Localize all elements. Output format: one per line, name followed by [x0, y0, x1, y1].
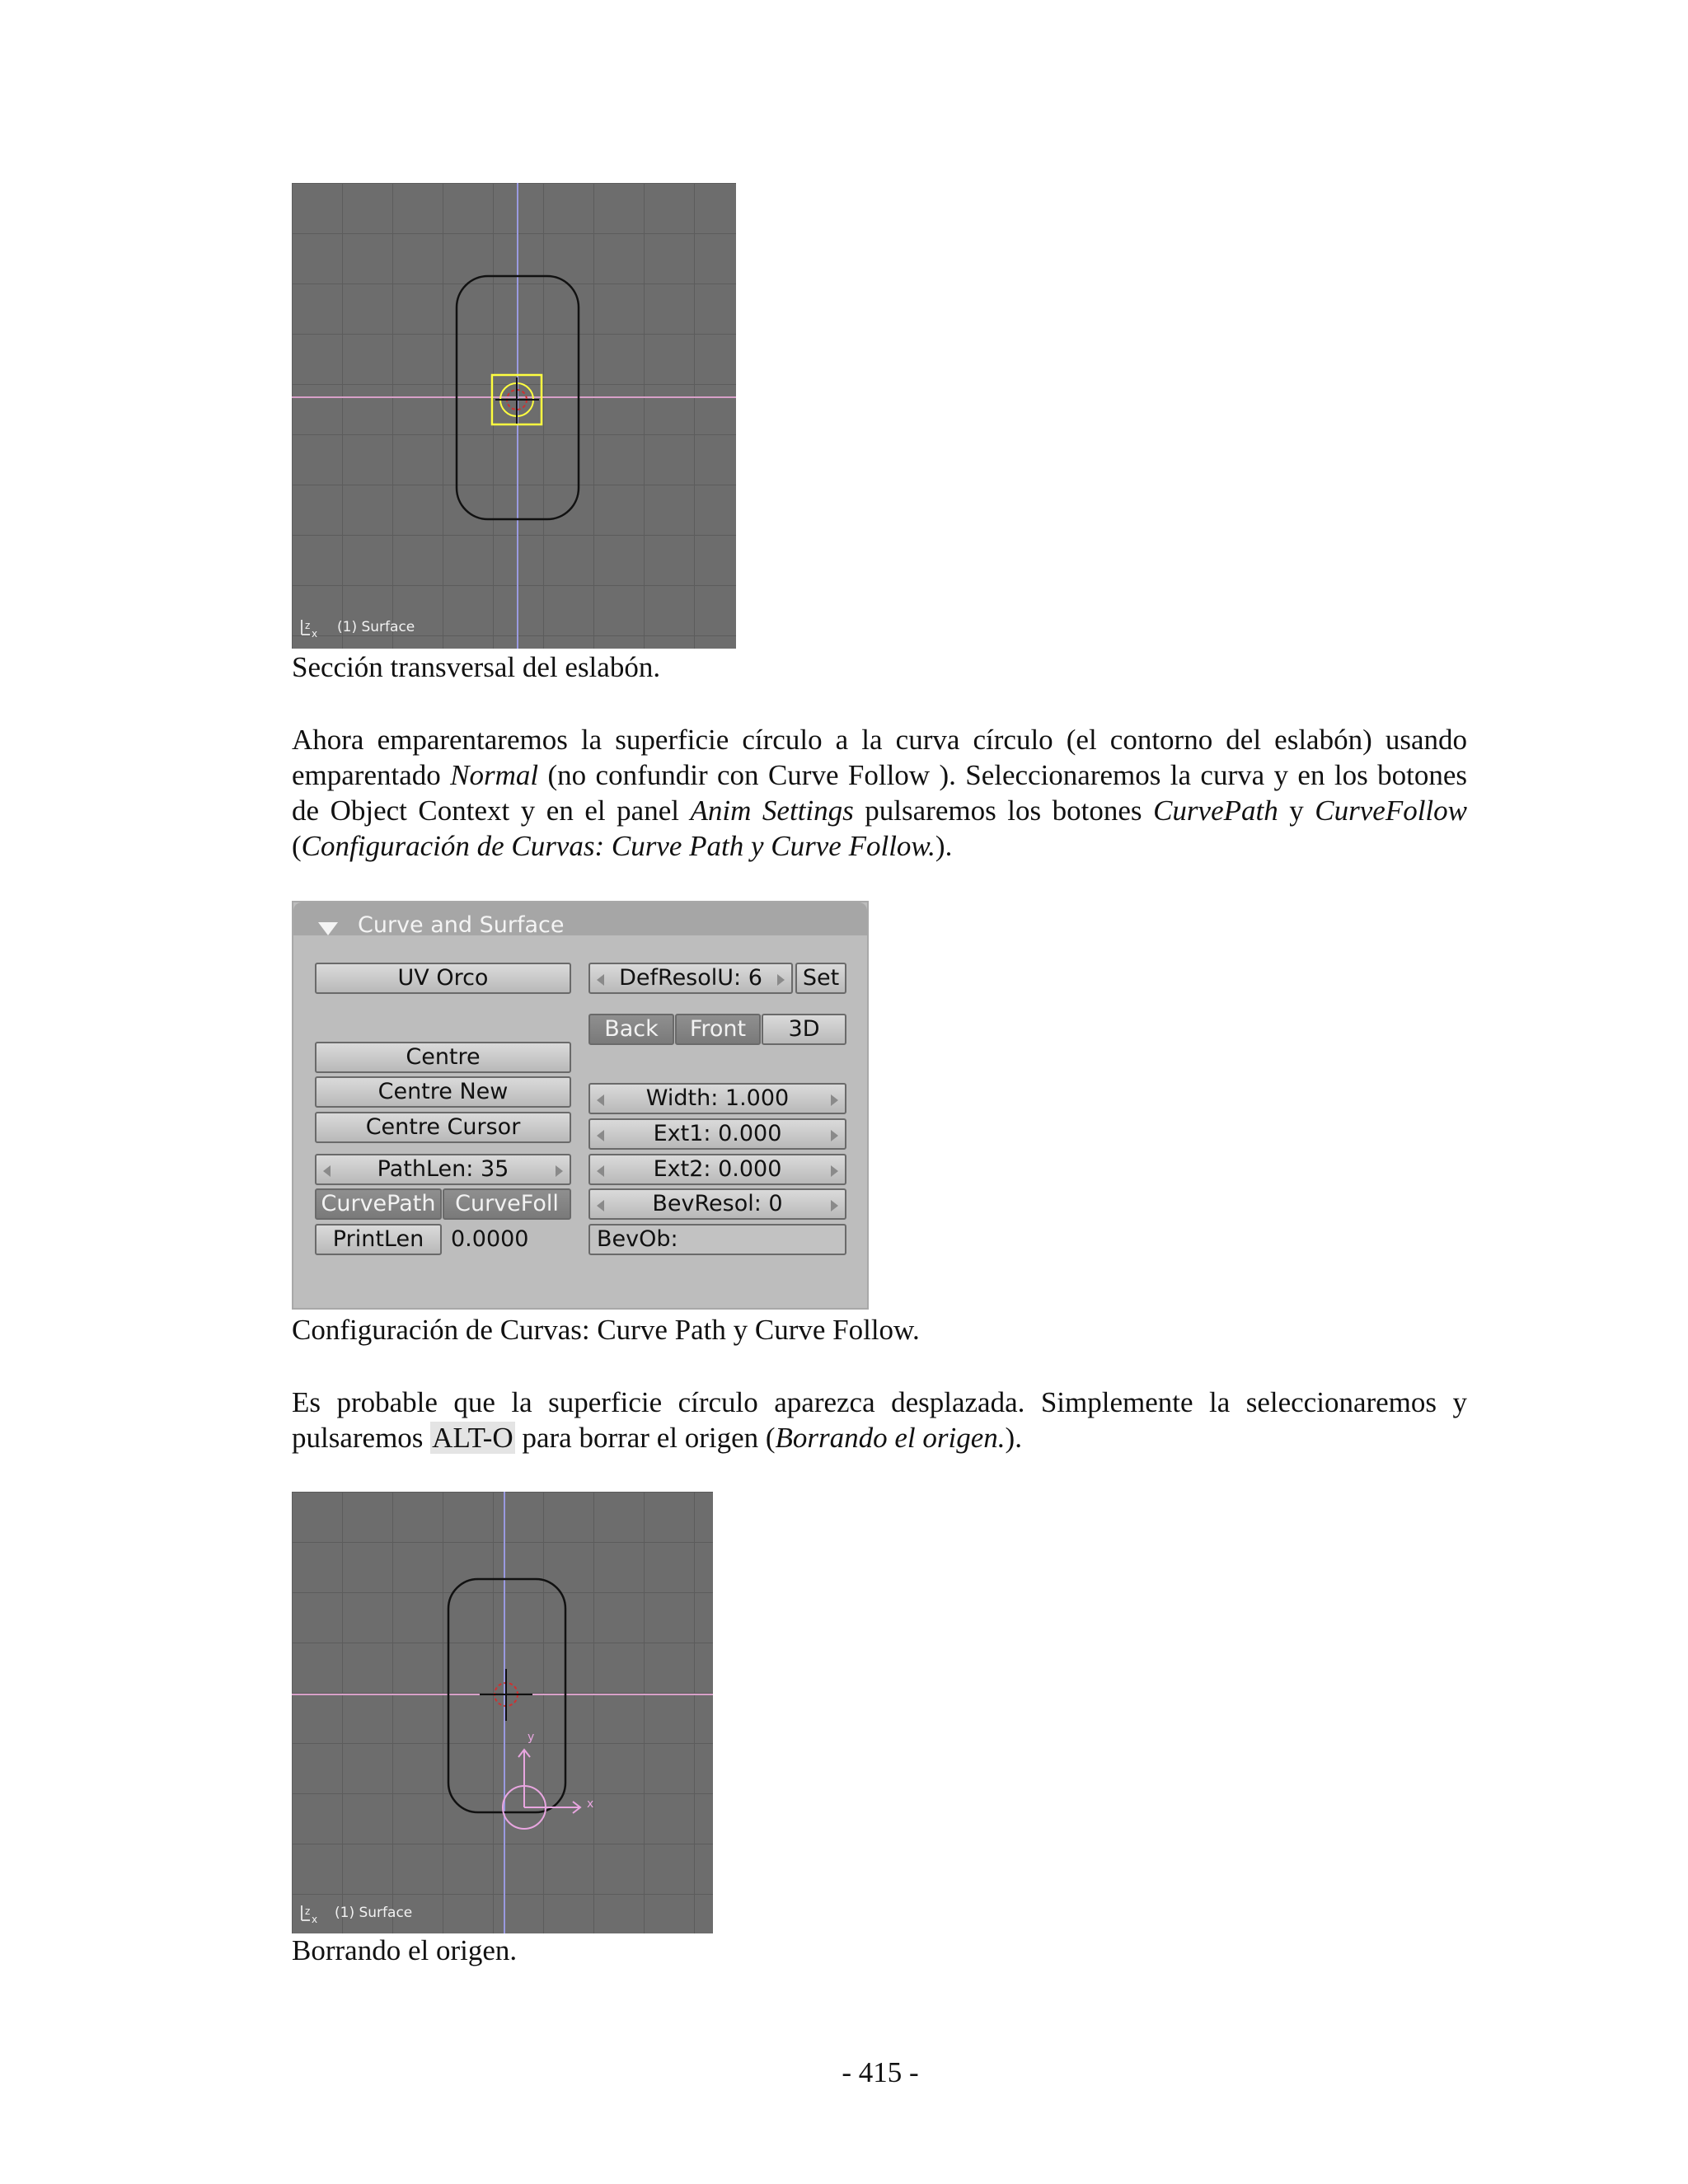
viewport-drawing: [292, 1492, 713, 1933]
collapse-triangle-icon[interactable]: [318, 922, 338, 935]
field-value: DefResolU: 6: [619, 965, 762, 991]
field-value: PathLen: 35: [377, 1156, 509, 1182]
curve-follow-toggle[interactable]: CurveFoll: [443, 1188, 571, 1220]
centre-cursor-button[interactable]: Centre Cursor: [315, 1112, 571, 1143]
decrement-arrow-icon[interactable]: [323, 1165, 331, 1177]
bev-resol-field[interactable]: [588, 1188, 846, 1220]
increment-arrow-icon[interactable]: [831, 1165, 838, 1177]
viewport-origin-cleared: [292, 1492, 713, 1933]
panel-title: Curve and Surface: [358, 912, 565, 938]
axis-label-x: x: [312, 628, 318, 640]
path-len-field[interactable]: [315, 1154, 571, 1185]
centre-new-button[interactable]: Centre New: [315, 1076, 571, 1108]
text-run-italic: Normal: [450, 759, 539, 791]
text-run-italic: Borrando el origen.: [775, 1422, 1006, 1454]
axis-label-z: z: [305, 620, 311, 631]
text-run-italic: CurveFollow: [1315, 794, 1467, 827]
ext2-field[interactable]: [588, 1154, 846, 1185]
text-run: pulsaremos los botones: [853, 794, 1154, 827]
viewport-drawing: [292, 183, 736, 649]
back-button[interactable]: Back: [588, 1014, 674, 1045]
axis-label-z: z: [305, 1905, 311, 1917]
page-number: - 415 -: [842, 2056, 919, 2088]
increment-arrow-icon[interactable]: [831, 1094, 838, 1106]
field-value: BevResol: 0: [652, 1191, 783, 1216]
increment-arrow-icon[interactable]: [831, 1130, 838, 1141]
figure-caption: Configuración de Curvas: Curve Path y Curve Follow.: [292, 1314, 920, 1346]
axis-label-x: x: [312, 1914, 318, 1925]
field-value: Ext1: 0.000: [653, 1121, 782, 1146]
def-resol-u-field[interactable]: [588, 963, 793, 994]
text-run: ).: [1005, 1422, 1022, 1454]
text-run: y: [1278, 794, 1315, 827]
ext1-field[interactable]: [588, 1118, 846, 1150]
decrement-arrow-icon[interactable]: [597, 1094, 604, 1106]
axis-label-x: x: [587, 1797, 594, 1811]
panel-header[interactable]: [293, 902, 867, 938]
increment-arrow-icon[interactable]: [831, 1200, 838, 1212]
viewport-cross-section: [292, 183, 736, 649]
increment-arrow-icon[interactable]: [556, 1165, 563, 1177]
axis-label-y: y: [528, 1731, 535, 1744]
field-value: Width: 1.000: [645, 1085, 790, 1111]
figure-caption: Sección transversal del eslabón.: [292, 651, 661, 683]
keyboard-shortcut: ALT-O: [432, 1422, 513, 1454]
text-run-italic: CurvePath: [1153, 794, 1278, 827]
text-run: Es probable que la superficie círculo aparezca desplazada. Simplemente la seleccionaremos y pulsaremos: [292, 1386, 1467, 1454]
decrement-arrow-icon[interactable]: [597, 1200, 604, 1212]
print-len-value: 0.0000: [451, 1226, 529, 1252]
curve-and-surface-panel: [292, 901, 869, 1310]
print-len-button[interactable]: PrintLen: [315, 1224, 442, 1255]
field-value: Ext2: 0.000: [653, 1156, 782, 1182]
figure-caption: Borrando el origen.: [292, 1934, 518, 1966]
bev-ob-field[interactable]: BevOb:: [588, 1224, 846, 1255]
viewport-object-label: (1) Surface: [335, 1905, 413, 1921]
text-run: Ahora emparentaremos la superficie círculo a la curva círculo (el contorno del eslabón) usando emparentado: [292, 724, 1467, 791]
front-button[interactable]: Front: [675, 1014, 761, 1045]
decrement-arrow-icon[interactable]: [597, 1130, 604, 1141]
centre-button[interactable]: Centre: [315, 1042, 571, 1073]
text-run: (: [292, 830, 302, 862]
text-run: para borrar el origen (: [514, 1422, 776, 1454]
text-run-italic: Configuración de Curvas: Curve Path y Curve Follow.: [301, 830, 935, 862]
3d-button[interactable]: 3D: [762, 1014, 846, 1045]
paragraph: [292, 722, 1467, 864]
width-field[interactable]: [588, 1083, 846, 1114]
text-run: (no confundir con Curve Follow ). Seleccionaremos la curva y en los botones de Object Context y en el panel: [292, 759, 1467, 827]
decrement-arrow-icon[interactable]: [597, 1165, 604, 1177]
increment-arrow-icon[interactable]: [777, 974, 785, 986]
paragraph: [292, 1385, 1467, 1455]
set-button[interactable]: Set: [795, 963, 846, 994]
curve-path-toggle[interactable]: CurvePath: [315, 1188, 442, 1220]
uv-orco-button[interactable]: UV Orco: [315, 963, 571, 994]
text-run: ).: [935, 830, 953, 862]
viewport-object-label: (1) Surface: [337, 619, 415, 635]
text-run-italic: Anim Settings: [690, 794, 854, 827]
decrement-arrow-icon[interactable]: [597, 974, 604, 986]
